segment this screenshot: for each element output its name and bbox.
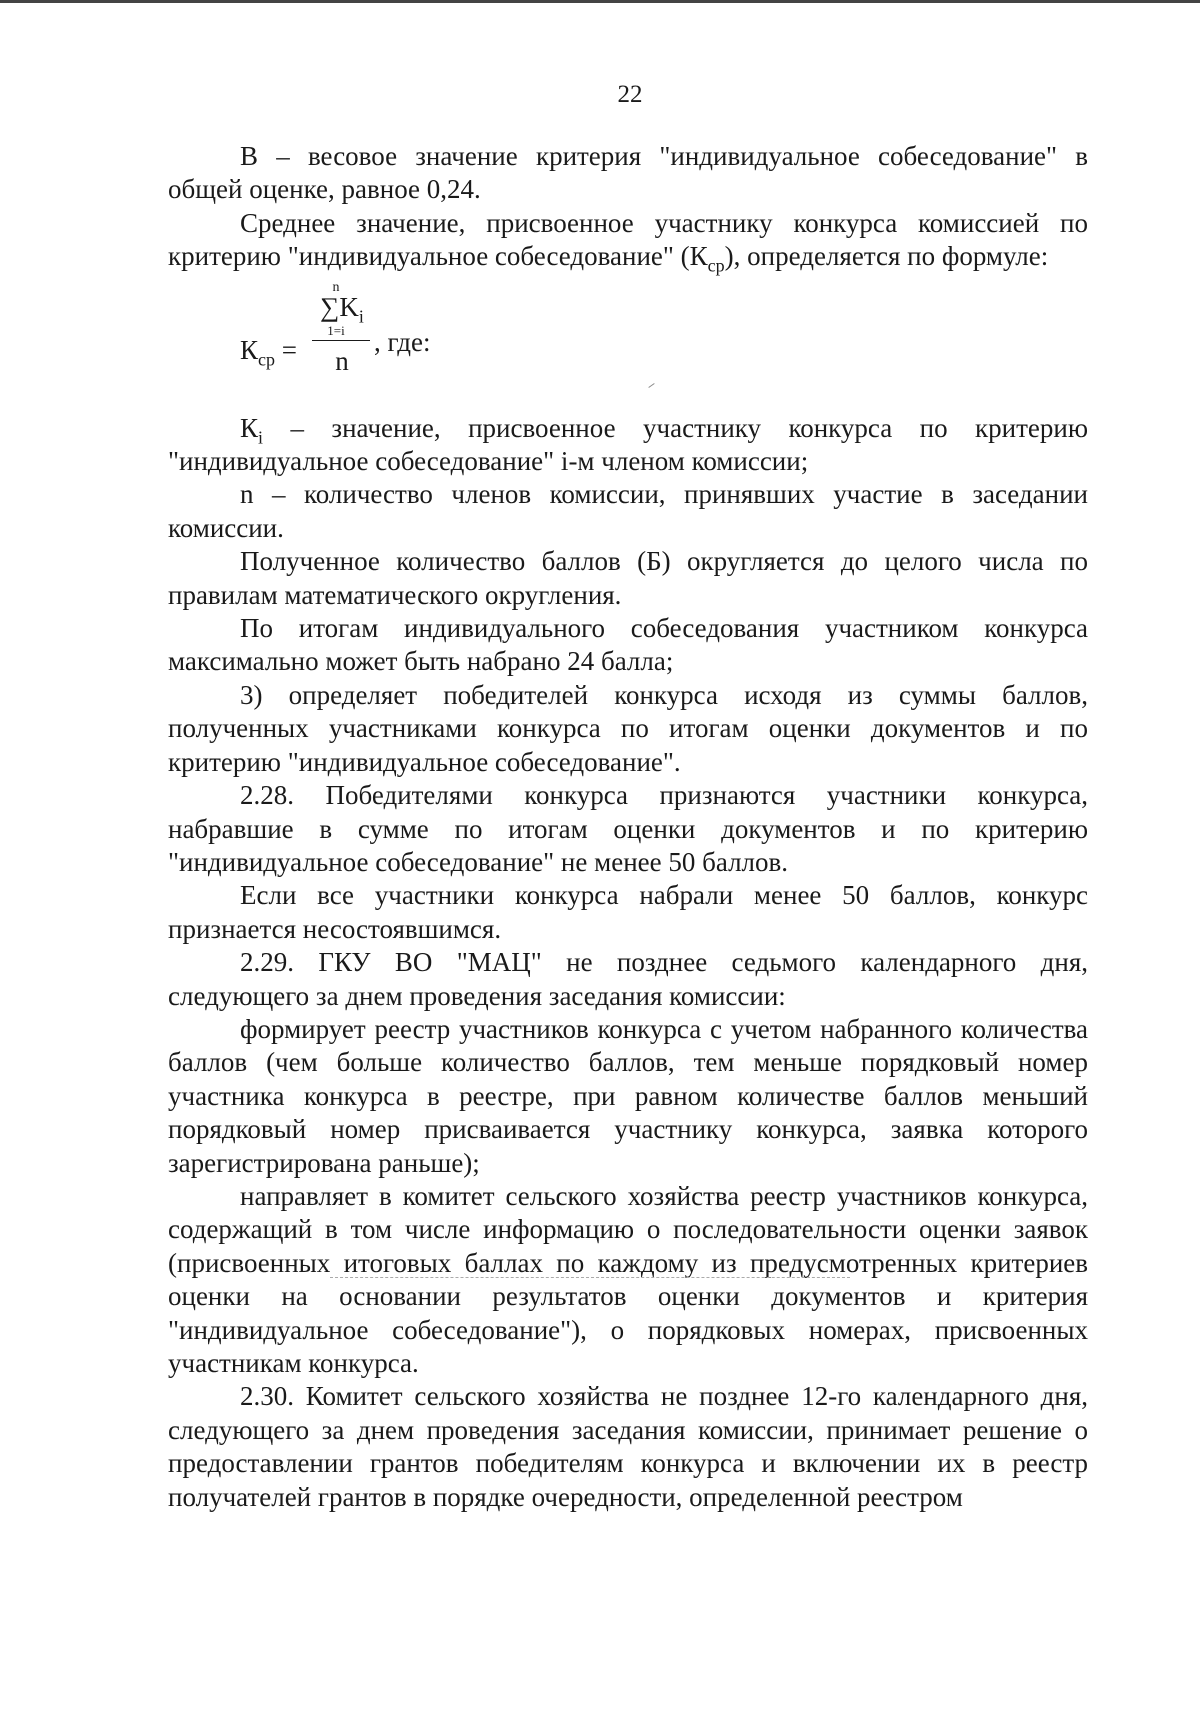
formula-lower-limit: 1=i (327, 322, 345, 338)
scan-dashed-artifact (330, 1277, 850, 1278)
paragraph-n-definition: n – количество членов комиссии, принявших участие в заседании комиссии. (168, 479, 1088, 543)
formula-lhs-sub: ср (258, 349, 276, 370)
paragraph-rounding: Полученное количество баллов (Б) округляется до целого числа по правилам математического округления. (168, 546, 1088, 610)
paragraph-weight-value: В – весовое значение критерия "индивидуальное собеседование" в общей оценке, равное 0,24. (168, 141, 1088, 205)
paragraph-item-3: 3) определяет победителей конкурса исходя из суммы баллов, полученных участниками конкурса по итогам оценки документов и по критерию "индивидуальное собеседование". (168, 679, 1088, 777)
paragraph-2-29: 2.29. ГКУ ВО "МАЦ" не позднее седьмого календарного дня, следующего за днем проведения заседания комиссии: (168, 947, 1088, 1011)
top-edge-rule (0, 0, 1200, 3)
ki-subscript: i (258, 427, 264, 448)
paragraph-max-score: По итогам индивидуального собеседования участником конкурса максимально может быть набрано 24 балла; (168, 613, 1088, 677)
paragraph-sends-registry: направляет в комитет сельского хозяйства реестр участников конкурса, содержащий в том числе информацию о последовательности оценки заявок (присвоенных итоговых баллах по каждому из предусмотренных критериев оценки на основании результатов оценки документов и критерия "индивидуальное собеседование"), о порядковых номерах, присвоенных участникам конкурса. (168, 1180, 1088, 1378)
formula-sum (306, 290, 378, 327)
average-text-before: Среднее значение, присвоенное участнику конкурса комиссией по критерию "индивидуальное собеседование" (К (168, 207, 1088, 272)
paragraph-ki-definition (168, 412, 1088, 479)
document-body (168, 140, 1088, 1514)
paragraph-average-value (168, 207, 1088, 274)
formula-upper-limit: n (332, 279, 340, 295)
formula-lhs-main: К (240, 334, 259, 365)
ki-symbol: К (240, 412, 259, 443)
sum-term-sub: i (358, 306, 364, 327)
paragraph-registry: формирует реестр участников конкурса с учетом набранного количества баллов (чем больше количество баллов, тем меньше порядковый номер участника конкурса в реестре, при равном количестве баллов меньший порядковый номер присваивается участнику конкурса, заявка которого зарегистрирована раньше); (168, 1013, 1088, 1178)
formula-denominator: n (335, 345, 349, 376)
average-formula (168, 276, 1088, 412)
ki-text: – значение, присвоенное участнику конкурса по критерию "индивидуальное собеседование" i-м членом комиссии; (168, 412, 1088, 477)
sum-symbol: ∑ (320, 291, 340, 322)
formula-lhs (240, 333, 297, 370)
formula-suffix: , где: (374, 326, 431, 357)
fraction-bar (312, 340, 370, 341)
formula-equals: = (275, 334, 297, 365)
page-number: 22 (617, 81, 643, 108)
sum-term: K (339, 291, 359, 322)
average-text-after: ), определяется по формуле: (724, 241, 1049, 272)
paragraph-2-28: 2.28. Победителями конкурса признаются участники конкурса, набравшие в сумме по итогам оценки документов и по критерию "индивидуальное собеседование" не менее 50 баллов. (168, 780, 1088, 877)
paragraph-failed-contest: Если все участники конкурса набрали менее 50 баллов, конкурс признается несостоявшимся. (168, 880, 1088, 944)
average-subscript: ср (707, 255, 725, 276)
paragraph-2-30: 2.30. Комитет сельского хозяйства не позднее 12-го календарного дня, следующего за днем проведения заседания комиссии, принимает решение о предоставлении грантов победителям конкурса и включении их в реестр получателей грантов в порядке очередности, определенной реестром (168, 1381, 1088, 1512)
